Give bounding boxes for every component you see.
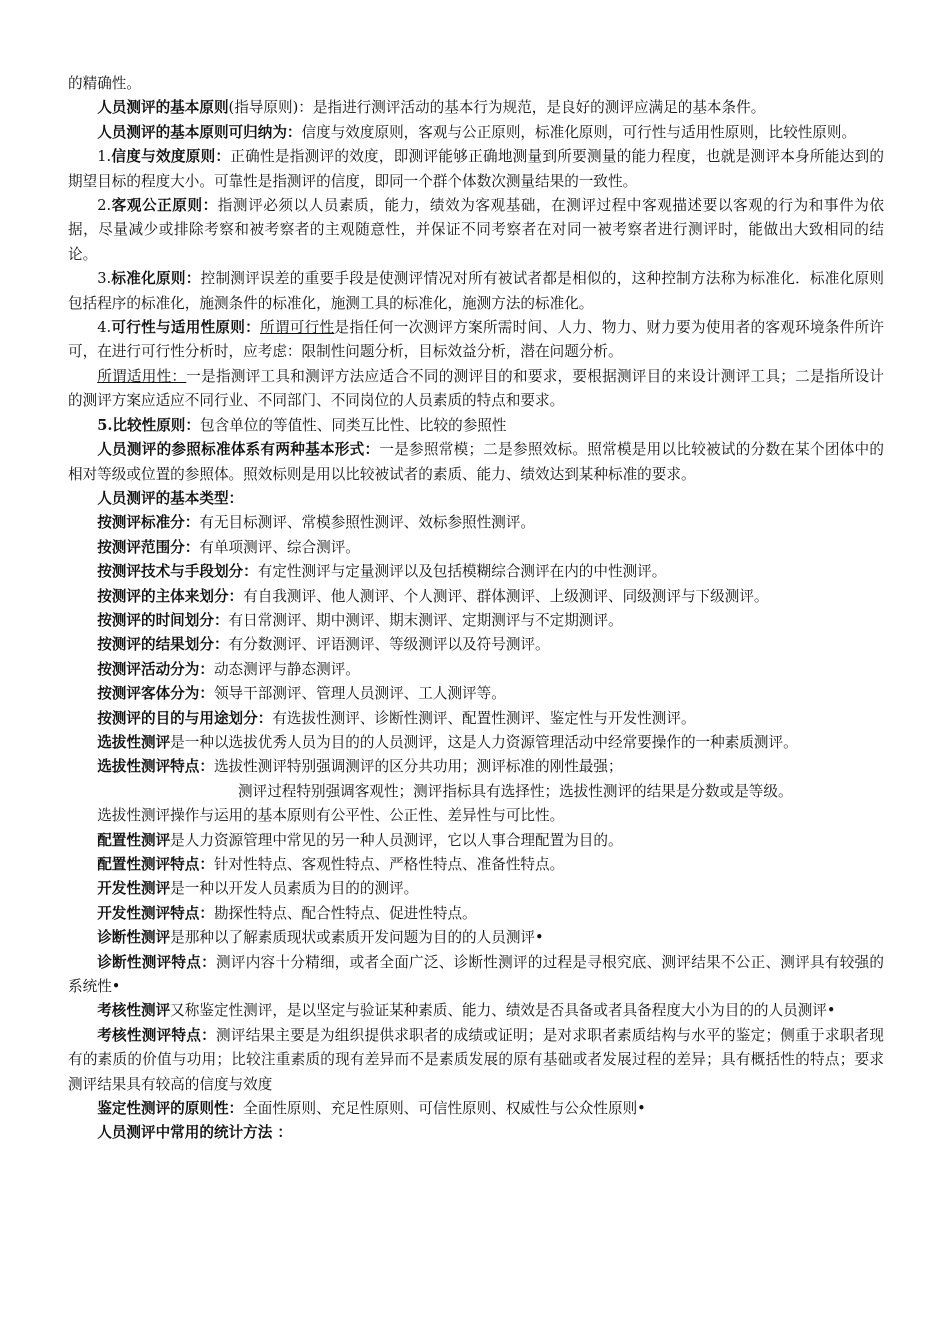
- paragraph: [68, 1121, 884, 1145]
- text-run: 是指任何一次测评方案所需时间、人力、物力、财力要为使用者的客观环境条件所许可，在进行可行性分析时，应考虑：限制性问题分析，目标效益分析，潜在问题分析。: [68, 319, 884, 361]
- paragraph: [68, 536, 884, 560]
- bold-term: 配置性测评特点：: [97, 856, 214, 873]
- paragraph: [68, 316, 884, 365]
- text-run: (指导原则)：是指进行测评活动的基本行为规范，是良好的测评应满足的基本条件。: [228, 99, 766, 117]
- bold-term: 人员测评中常用的统计方法 ：: [97, 1124, 292, 1142]
- underlined-term: 所谓适用性：: [97, 367, 187, 385]
- bold-term: 开发性测评: [97, 880, 171, 898]
- underlined-term: 所谓可行性: [260, 319, 335, 337]
- bold-term: 标准化原则：: [111, 270, 201, 288]
- paragraph: [68, 194, 884, 267]
- bold-term: 按测评活动分为：: [97, 660, 214, 678]
- bold-term: 按测评客体分为：: [97, 685, 214, 703]
- text-run: 信度与效度原则，客观与公正原则，标准化原则，可行性与适用性原则，比较性原则。: [301, 123, 857, 141]
- paragraph: [68, 365, 884, 414]
- bold-term: 客观公正原则：: [111, 197, 218, 215]
- text-run: 选拔性测评操作与运用的基本原则有公平性、公正性、差异性与可比性。: [97, 807, 565, 825]
- paragraph: [68, 438, 884, 487]
- paragraph: [68, 877, 884, 901]
- text-run: 2.: [97, 197, 112, 215]
- paragraph: [68, 121, 884, 145]
- paragraph: [68, 145, 884, 194]
- paragraph: [68, 1024, 884, 1097]
- bold-term: 鉴定性测评的原则性：: [97, 1100, 244, 1118]
- paragraph: [68, 999, 884, 1023]
- text-run: 是一种以开发人员素质为目的的测评。: [170, 880, 419, 898]
- bold-term: 考核性测评: [97, 1002, 171, 1020]
- bold-term: 人员测评的参照标准体系有两种基本形式：: [97, 441, 380, 459]
- text-run: 全面性原则、充足性原则、可信性原则、权威性与公众性原则•: [243, 1100, 646, 1118]
- bold-term: 按测评技术与手段划分：: [97, 563, 258, 581]
- paragraph: [68, 560, 884, 584]
- text-run: 的精确性。: [68, 75, 141, 92]
- text-run: 包含单位的等值性、同类互比性、比较的参照性: [200, 416, 507, 434]
- text-run: 有日常测评、期中测评、期末测评、定期测评与不定期测评。: [228, 611, 623, 629]
- paragraph: [68, 1097, 884, 1121]
- text-run: 有定性测评与定量测评以及包括模糊综合测评在内的中性测评。: [257, 563, 667, 581]
- bold-term: 诊断性测评特点：: [97, 953, 216, 971]
- bold-term: 人员测评的基本原则可归纳为：: [97, 123, 302, 141]
- text-run: 有单项测评、综合测评。: [199, 538, 360, 556]
- bold-term: 诊断性测评: [97, 929, 171, 947]
- text-run: 一是指测评工具和测评方法应适合不同的测评目的和要求，要根据测评目的来设计测评工具；二是指所设计的测评方案应适应不同行业、不同部门、不同岗位的人员素质的特点和要求。: [68, 367, 884, 410]
- text-run: 选拔性测评特别强调测评的区分共功用；测评标准的刚性最强；: [213, 758, 623, 776]
- bold-term: 按测评范围分：: [97, 538, 200, 556]
- paragraph: [68, 780, 884, 804]
- text-run: 勘探性特点、配合性特点、促进性特点。: [213, 904, 477, 922]
- paragraph: [68, 829, 884, 853]
- paragraph: [68, 707, 884, 731]
- paragraph: [68, 731, 884, 755]
- paragraph: [68, 902, 884, 926]
- text-run: 控制测评误差的重要手段是使测评情况对所有被试者都是相似的，这种控制方法称为标准化．标准化原则包括程序的标准化，施测条件的标准化，施测工具的标准化，施测方法的标准化。: [68, 270, 884, 312]
- paragraph: [68, 96, 884, 120]
- paragraph: [68, 951, 884, 1000]
- bold-term: 选拔性测评: [97, 733, 171, 751]
- paragraph: [68, 755, 884, 779]
- paragraph: [68, 511, 884, 535]
- bold-term: 5.比较性原则：: [97, 416, 200, 434]
- text-run: 针对性特点、客观性特点、严格性特点、准备性特点。: [213, 856, 565, 873]
- text-run: 又称鉴定性测评，是以坚定与验证某种素质、能力、绩效是否具备或者具备程度大小为目的的人员测评•: [170, 1002, 836, 1020]
- text-run: 有自我测评、他人测评、个人测评、群体测评、上级测评、同级测评与下级测评。: [243, 587, 769, 605]
- paragraph: [68, 585, 884, 609]
- paragraph: [68, 804, 884, 828]
- text-run: 3.: [97, 270, 112, 288]
- bold-term: 配置性测评: [97, 831, 171, 849]
- text-run: 是一种以选拔优秀人员为目的的人员测评，这是人力资源管理活动中经常要操作的一种素质测评。: [170, 733, 798, 751]
- bold-term: 按测评标准分：: [97, 514, 200, 532]
- paragraph: [68, 72, 884, 96]
- paragraph: [68, 487, 884, 511]
- text-run: 4.: [97, 319, 112, 337]
- paragraph: [68, 853, 884, 877]
- bold-term: 人员测评的基本类型：: [97, 489, 244, 507]
- text-run: 指测评必须以人员素质，能力，绩效为客观基础，在测评过程中客观描述要以客观的行为和事件为依据，尽量减少或排除考察和被考察者的主观随意性，并保证不同考察者在对同一被考察者进行测评时，能做出大致相同的结论。: [68, 197, 884, 263]
- paragraph: [68, 267, 884, 316]
- text-run: 有选拔性测评、诊断性测评、配置性测评、鉴定性与开发性测评。: [272, 709, 696, 727]
- bold-term: 按测评的主体来划分：: [97, 587, 244, 605]
- text-run: 是人力资源管理中常见的另一种人员测评，它以人事合理配置为目的。: [170, 831, 623, 849]
- bold-term: 人员测评的基本原则: [97, 99, 229, 117]
- text-run: 是那种以了解素质现状或素质开发问题为目的的人员测评•: [170, 929, 544, 947]
- text-run: 有无目标测评、常模参照性测评、效标参照性测评。: [199, 514, 536, 532]
- text-run: 测评内容十分精细，或者全面广泛、诊断性测评的过程是寻根究底、测评结果不公正、测评具有较强的系统性•: [68, 953, 884, 996]
- text-run: 正确性是指测评的效度，即测评能够正确地测量到所要测量的能力程度，也就是测评本身所能达到的期望目标的程度大小。可靠性是指测评的信度，即同一个群个体数次测量结果的一致性。: [68, 148, 884, 190]
- bold-term: 按测评的时间划分：: [97, 611, 229, 629]
- text-run: 动态测评与静态测评。: [213, 660, 360, 678]
- paragraph: [68, 926, 884, 950]
- bold-term: 按测评的结果划分：: [97, 636, 229, 654]
- bold-term: 信度与效度原则：: [111, 148, 231, 166]
- bold-term: 开发性测评特点：: [97, 904, 214, 922]
- text-run: 1.: [97, 148, 112, 166]
- bold-term: 按测评的目的与用途划分：: [97, 709, 273, 727]
- text-run: 有分数测评、评语测评、等级测评以及符号测评。: [228, 636, 550, 654]
- paragraph: [68, 414, 884, 438]
- text-run: 领导干部测评、管理人员测评、工人测评等。: [213, 685, 506, 703]
- text-run: 测评过程特别强调客观性；测评指标具有选择性；选拔性测评的结果是分数或是等级。: [238, 782, 793, 800]
- bold-term: 可行性与适用性原则：: [111, 319, 261, 337]
- paragraph: [68, 682, 884, 706]
- bold-term: 选拔性测评特点：: [97, 758, 214, 776]
- text-run: 一是参照常模；二是参照效标。照常模是用以比较被试的分数在某个团体中的相对等级或位置的参照体。照效标则是用以比较被试者的素质、能力、绩效达到某种标准的要求。: [68, 441, 884, 483]
- paragraph: [68, 658, 884, 682]
- bold-term: 考核性测评特点：: [97, 1026, 216, 1044]
- paragraph: [68, 633, 884, 657]
- paragraph: [68, 609, 884, 633]
- text-run: 测评结果主要是为组织提供求职者的成绩或证明；是对求职者素质结构与水平的鉴定；侧重于求职者现有的素质的价值与功用；比较注重素质的现有差异而不是素质发展的原有基础或者发展过程的差异；具有概括性的特点；要求测评结果具有较高的信度与效度: [68, 1026, 884, 1093]
